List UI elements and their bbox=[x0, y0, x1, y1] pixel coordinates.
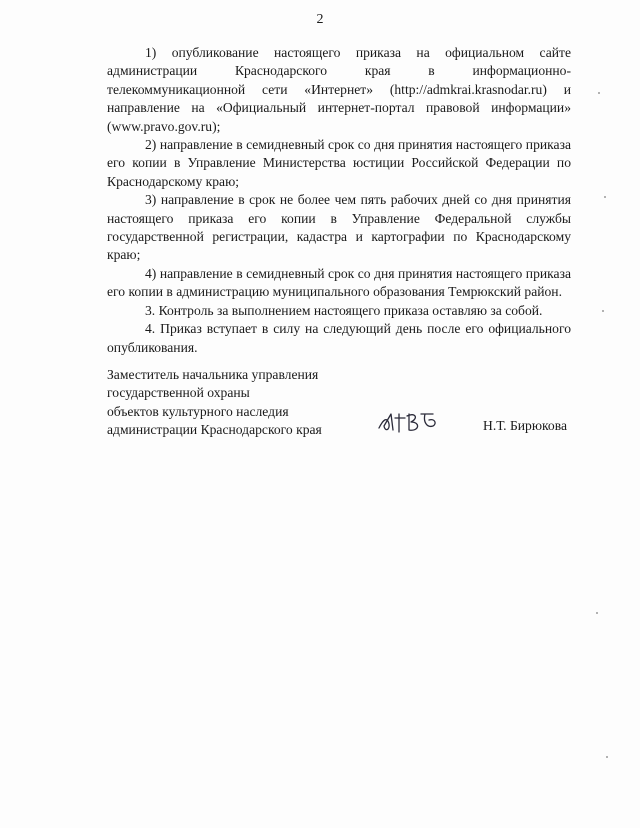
paragraph-justice-ministry: 2) направление в семидневный срок со дня принятия настоящего приказа его копии в Управление Министерства юстиции Российской Федерации по Краснодарскому краю; bbox=[107, 137, 571, 189]
signatory-title-line: государственной охраны bbox=[107, 385, 250, 401]
scan-speck bbox=[602, 310, 604, 312]
scan-speck bbox=[604, 196, 606, 198]
scan-speck bbox=[606, 756, 608, 758]
handwritten-signature bbox=[375, 408, 449, 438]
paragraph-control: 3. Контроль за выполнением настоящего приказа оставляю за собой. bbox=[145, 302, 543, 318]
paragraph-publication: 1) опубликование настоящего приказа на официальном сайте администрации Краснодарского края в информационно-телекоммуникационной сети «Интернет» (http://admkrai.krasnodar.ru) и направление на «Официальный интернет-портал правовой информации» (www.pravo.gov.ru); bbox=[107, 45, 571, 134]
scan-speck bbox=[596, 612, 598, 614]
paragraph-rosreestr: 3) направление в срок не более чем пять рабочих дней со дня принятия настоящего приказа его копии в Управление Федеральной службы государственной регистрации, кадастра и картографии по Краснодарскому краю; bbox=[107, 192, 571, 263]
signatory-title-line: администрации Краснодарского края bbox=[107, 422, 322, 438]
scan-speck bbox=[598, 92, 600, 94]
signature-block bbox=[107, 366, 571, 440]
page-number: 2 bbox=[316, 12, 324, 27]
signatory-name: Н.Т. Бирюкова bbox=[483, 418, 567, 433]
document-body bbox=[107, 44, 571, 357]
signatory-title-line: объектов культурного наследия bbox=[107, 403, 289, 419]
paragraph-temryuk: 4) направление в семидневный срок со дня принятия настоящего приказа его копии в администрацию муниципального образования Темрюкский район. bbox=[107, 265, 571, 300]
paragraph-entry-into-force: 4. Приказ вступает в силу на следующий день после его официального опубликования. bbox=[107, 321, 571, 355]
signatory-title-line: Заместитель начальника управления bbox=[107, 367, 319, 382]
